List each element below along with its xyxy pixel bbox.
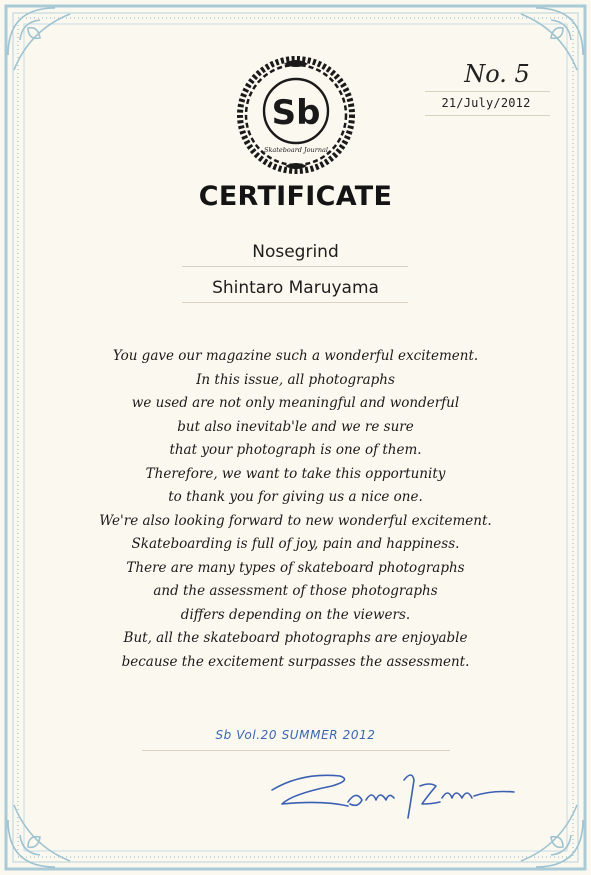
message-line: In this issue, all photographs — [196, 371, 395, 388]
issue-underline — [142, 750, 450, 751]
message-line: There are many types of skateboard photographs — [126, 559, 465, 576]
sb-journal-emblem — [235, 54, 357, 176]
trick-underline — [182, 266, 408, 267]
message-line: to thank you for giving us a nice one. — [168, 489, 423, 505]
certificate-message — [40, 345, 551, 674]
certificate-number: No. 5 — [464, 60, 530, 88]
message-line: we used are not only meaningful and wonderful — [131, 395, 460, 411]
message-line: that your photograph is one of them. — [169, 442, 422, 458]
message-line: because the excitement surpasses the assessment. — [121, 653, 470, 670]
date-underline — [425, 115, 550, 116]
recipient-name: Shintaro Maruyama — [212, 278, 379, 298]
message-line: Skateboarding is full of joy, pain and happiness. — [131, 536, 460, 552]
message-line: Therefore, we want to take this opportunity — [145, 465, 446, 482]
number-underline — [425, 91, 550, 92]
emblem-monogram: Sb — [271, 93, 321, 133]
message-line: We're also looking forward to new wonderful excitement. — [99, 512, 492, 529]
message-line: but also inevitab'le and we re sure — [177, 418, 414, 435]
trick-name: Nosegrind — [252, 242, 339, 262]
name-underline — [182, 302, 408, 303]
message-line: But, all the skateboard photographs are enjoyable — [123, 630, 468, 646]
signature-image — [262, 760, 524, 830]
issue-label: Sb Vol.20 SUMMER 2012 — [215, 728, 376, 742]
certificate-title: CERTIFICATE — [198, 181, 393, 212]
message-line: and the assessment of those photographs — [153, 583, 438, 599]
emblem-ring-text: Skateboard Journal — [264, 146, 328, 154]
message-line: differs depending on the viewers. — [180, 606, 411, 623]
certificate-date: 21/July/2012 — [441, 96, 531, 110]
message-line: You gave our magazine such a wonderful excitement. — [112, 348, 479, 364]
